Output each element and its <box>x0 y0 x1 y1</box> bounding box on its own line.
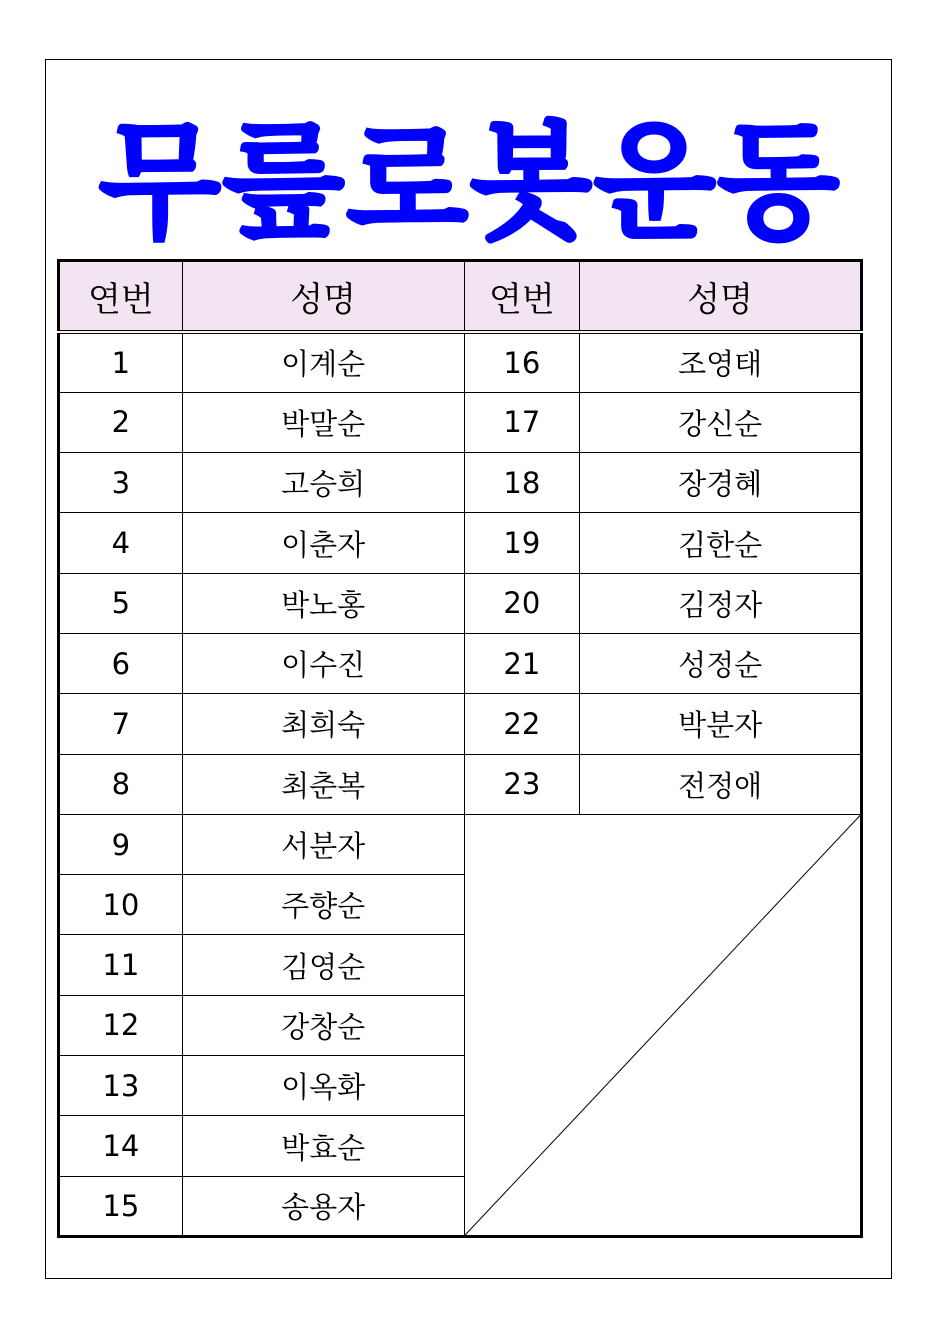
row-number: 18 <box>464 453 580 513</box>
row-number: 1 <box>59 332 183 392</box>
header-right-no: 연번 <box>464 261 580 333</box>
header-left-no: 연번 <box>59 261 183 333</box>
row-name: 서분자 <box>182 814 464 874</box>
row-name: 전정애 <box>580 754 862 814</box>
row-number: 8 <box>59 754 183 814</box>
row-name: 성정순 <box>580 633 862 693</box>
row-name: 이옥화 <box>182 1056 464 1116</box>
header-row <box>59 261 862 333</box>
table-row <box>59 513 862 573</box>
row-number: 5 <box>59 573 183 633</box>
row-name: 박분자 <box>580 694 862 754</box>
row-number: 17 <box>464 392 580 452</box>
row-number: 4 <box>59 513 183 573</box>
table-row <box>59 332 862 392</box>
row-name: 주향순 <box>182 875 464 935</box>
row-name: 박말순 <box>182 392 464 452</box>
row-number: 12 <box>59 995 183 1055</box>
row-name: 박효순 <box>182 1116 464 1176</box>
row-number: 9 <box>59 814 183 874</box>
row-name: 조영태 <box>580 332 862 392</box>
header-left-name: 성명 <box>182 261 464 333</box>
row-number: 22 <box>464 694 580 754</box>
row-name: 김영순 <box>182 935 464 995</box>
row-name: 이수진 <box>182 633 464 693</box>
table-row <box>59 633 862 693</box>
table-row <box>59 573 862 633</box>
page-title: 무릎로봇운동 <box>98 109 842 256</box>
table-row <box>59 392 862 452</box>
row-name: 최희숙 <box>182 694 464 754</box>
row-number: 7 <box>59 694 183 754</box>
row-name: 박노홍 <box>182 573 464 633</box>
row-name: 최춘복 <box>182 754 464 814</box>
row-name: 김한순 <box>580 513 862 573</box>
row-name: 강창순 <box>182 995 464 1055</box>
diagonal-line <box>465 815 860 1235</box>
row-number: 3 <box>59 453 183 513</box>
row-number: 16 <box>464 332 580 392</box>
row-name: 송용자 <box>182 1176 464 1236</box>
row-name: 이춘자 <box>182 513 464 573</box>
row-number: 23 <box>464 754 580 814</box>
roster-table <box>57 259 863 1238</box>
row-number: 21 <box>464 633 580 693</box>
table-row <box>59 453 862 513</box>
table-row <box>59 754 862 814</box>
row-number: 10 <box>59 875 183 935</box>
header-right-name: 성명 <box>580 261 862 333</box>
table-row <box>59 694 862 754</box>
row-number: 15 <box>59 1176 183 1236</box>
row-number: 13 <box>59 1056 183 1116</box>
row-name: 김정자 <box>580 573 862 633</box>
row-number: 19 <box>464 513 580 573</box>
row-number: 2 <box>59 392 183 452</box>
row-number: 14 <box>59 1116 183 1176</box>
row-number: 11 <box>59 935 183 995</box>
row-name: 고승희 <box>182 453 464 513</box>
row-number: 20 <box>464 573 580 633</box>
row-name: 장경혜 <box>580 453 862 513</box>
row-number: 6 <box>59 633 183 693</box>
row-name: 강신순 <box>580 392 862 452</box>
table-row <box>59 814 862 874</box>
row-name: 이계순 <box>182 332 464 392</box>
empty-diagonal-cell <box>464 814 861 1236</box>
